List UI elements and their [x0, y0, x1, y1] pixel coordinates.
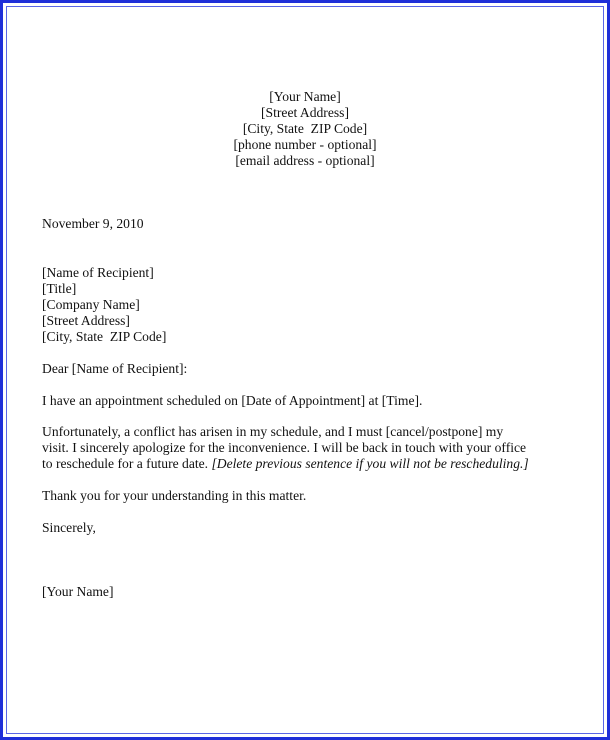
- signature-name: [Your Name]: [42, 584, 114, 599]
- body-paragraph-3: Thank you for your understanding in this matter.: [42, 488, 307, 503]
- sender-phone: [phone number - optional]: [233, 137, 377, 152]
- paragraph-2-line-2: visit. I sincerely apologize for the inconvenience. I will be back in touch with your office: [42, 440, 527, 455]
- sender-block: [3, 89, 607, 169]
- recipient-title: [Title]: [42, 281, 77, 296]
- recipient-city-state-zip: [City, State ZIP Code]: [42, 329, 167, 344]
- recipient-block: [42, 265, 166, 345]
- sender-street: [Street Address]: [261, 105, 349, 120]
- paragraph-2-line-3: [42, 456, 552, 472]
- letter-date: November 9, 2010: [42, 216, 144, 231]
- body-paragraph-1: I have an appointment scheduled on [Date of Appointment] at [Time].: [42, 393, 423, 408]
- paragraph-2-line-1: Unfortunately, a conflict has arisen in my schedule, and I must [cancel/postpone] my: [42, 424, 504, 439]
- salutation: Dear [Name of Recipient]:: [42, 361, 188, 376]
- paragraph-2-italic-note: [Delete previous sentence if you will not be rescheduling.]: [211, 456, 529, 471]
- body-paragraph-2: [42, 424, 552, 472]
- sender-email: [email address - optional]: [235, 153, 375, 168]
- recipient-name: [Name of Recipient]: [42, 265, 154, 280]
- recipient-company: [Company Name]: [42, 297, 140, 312]
- closing: Sincerely,: [42, 520, 96, 535]
- recipient-street: [Street Address]: [42, 313, 130, 328]
- sender-city-state-zip: [City, State ZIP Code]: [242, 121, 368, 136]
- sender-name: [Your Name]: [269, 89, 341, 104]
- paragraph-2-line-3-text: to reschedule for a future date.: [42, 456, 212, 471]
